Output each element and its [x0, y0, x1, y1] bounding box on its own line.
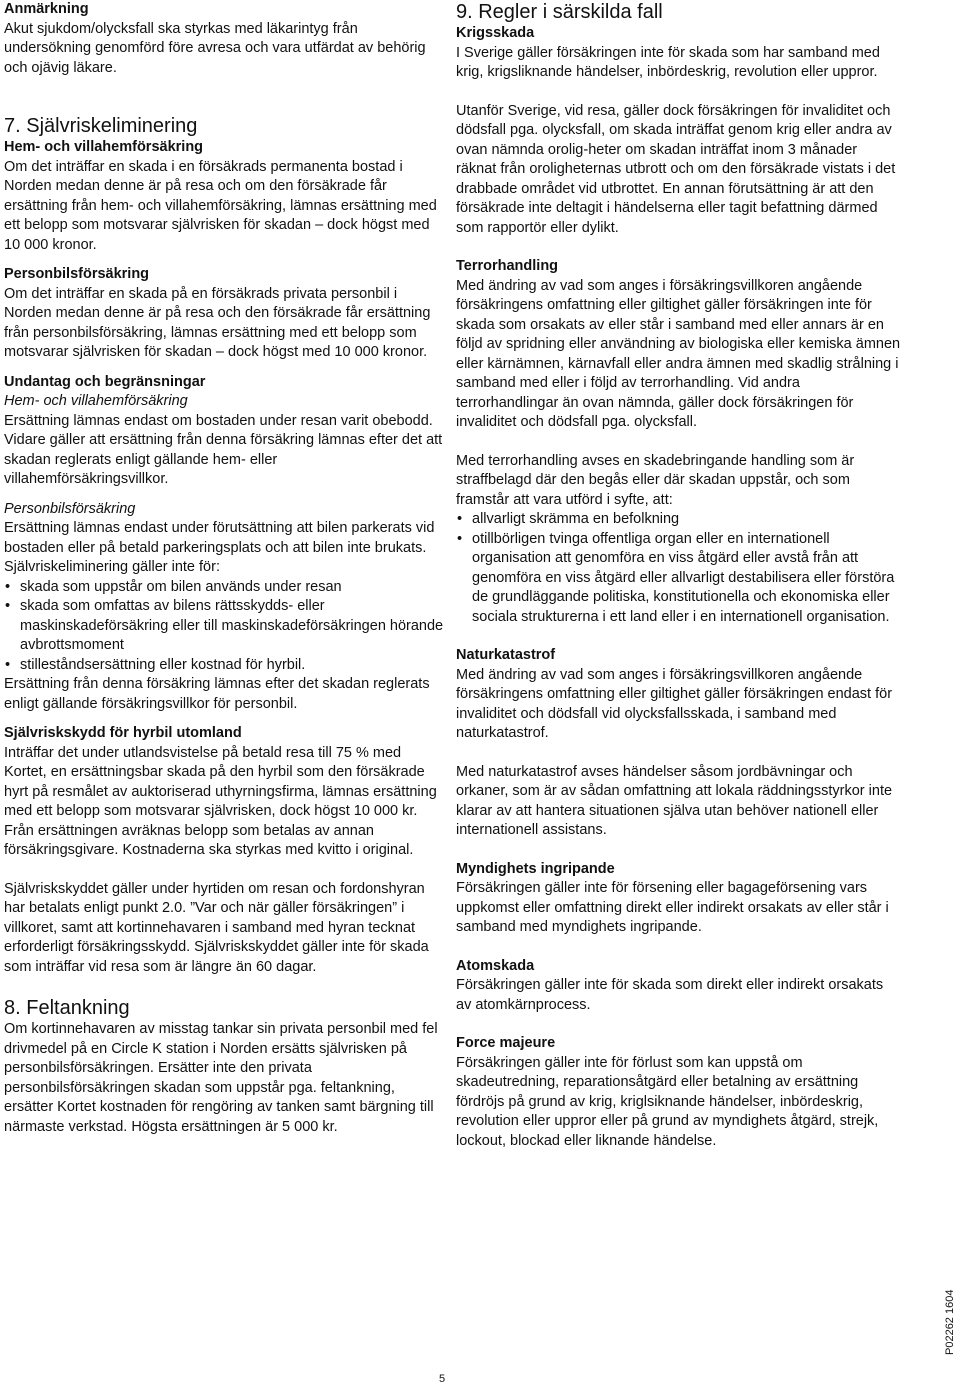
authority-text: Försäkringen gäller inte för försening eller bagageförsening vars uppkomst eller omfattning direkt eller indirekt orsakats av eller står i samband med myndighets ingripande. [456, 880, 889, 935]
atomic-text: Försäkringen gäller inte för skada som direkt eller indirekt orsakats av atomkärnprocess. [456, 977, 884, 1013]
section-7-title: 7. Självriskeliminering [4, 115, 198, 137]
terror-heading: Terrorhandling [456, 258, 559, 274]
right-column [456, 0, 901, 1151]
rental-car-text-2: Självriskskyddet gäller under hyrtiden om resan och fordonshyran har betalats enligt punkt 2.0. ”Var och när gäller försäkringen” i villkoret, samt att kortinnehavaren i samband med hyran tecknat erforderligt försäkringsskydd. Självriskskyddet gäller inte för skada som inträffar vid resa som är längre än 60 dagar. [4, 880, 429, 975]
section-7-car-insurance-heading: Personbilsförsäkring [4, 266, 150, 282]
war-damage-heading: Krigsskada [456, 25, 535, 41]
authority-heading: Myndighets ingripande [456, 860, 615, 877]
note-text: Akut sjukdom/olycksfall ska styrkas med läkarintyg från undersökning genomförd före avresa och vara utfärdat av behörig och ojävig läkare. [4, 20, 426, 76]
terror-list [456, 510, 901, 627]
atomic-heading: Atomskada [456, 957, 535, 974]
natural-disaster-text-1: Med ändring av vad som anges i försäkringsvillkoren angående försäkringens omfattning eller giltighet gäller försäkringen endast för invaliditet och dödsfall vid olycksfallsskada, i samband med naturkatastrof. [456, 666, 893, 741]
war-damage-text-2: Utanför Sverige, vid resa, gäller dock försäkringen för invaliditet och dödsfall pga. olycksfall, om skada inträffat genom krig eller andra av ovan nämnda orolig-heter om skadan inträffat inom 3 månader räknat från oroligheternas utbrott och om den försäkrade vistats i det drabbade området vid utbrottet. En annan förutsättning är att den försäkrade inte deltagit i händelserna eller tagit befattning därmed som rapportör eller dylikt. [456, 102, 896, 236]
note-heading: Anmärkning [4, 1, 89, 17]
exceptions-car-text: Ersättning lämnas endast under förutsättning att bilen parkerats vid bostaden eller på betald parkeringsplats och att bilen inte brukats. Självriskeliminering gäller inte för: [4, 520, 435, 575]
page-number: 5 [439, 1373, 446, 1385]
force-majeure-heading: Force majeure [456, 1035, 556, 1051]
exceptions-closing-text: Ersättning från denna försäkring lämnas efter det skadan reglerats enligt gällande försäkringsvillkor för personbil. [4, 676, 430, 712]
force-majeure-text: Försäkringen gäller inte för förlust som kan uppstå om skadeutredning, reparationsåtgärd eller betalning av ersättning fördröjs på grund av krig, kriglsiknande händelser, inbördeskrig, revolution eller uppror eller på grund av myndighets åtgärd, strejk, lockout, blockad eller liknande händelse. [456, 1054, 879, 1149]
natural-disaster-text-2: Med naturkatastrof avses händelser såsom jordbävningar och orkaner, som är av sådan omfattning att lokala räddningsstyrkor inte klarar av att hantera situationen själva utan behöver nationell eller internationell assistans. [456, 763, 893, 838]
section-8-text: Om kortinnehavaren av misstag tankar sin privata personbil med fel drivmedel på en Circle K station i Norden ersätts självrisken på personbilsförsäkringen. Ersätter inte den privata personbilsförsäkringen skadan som uppstår pga. feltankning, ersätter Kortet kostnaden för rengöring av tanken samt bärgning till närmaste verkstad. Högsta ersättningen är 5 000 kr. [4, 1021, 438, 1135]
exceptions-home-subheading: Hem- och villahemförsäkring [4, 393, 188, 409]
section-8-title: 8. Feltankning [4, 997, 130, 1019]
rental-car-heading: Självriskskydd för hyrbil utomland [4, 725, 242, 741]
list-item: • skada som omfattas av bilens rättsskydds- eller maskinskadeförsäkring eller till maskinskadeförsäkringen hörande avbrottsmoment [4, 597, 444, 656]
left-column [4, 0, 444, 1137]
rental-car-text-1: Inträffar det under utlandsvistelse på betald resa till 75 % med Kortet, en ersättningsbar skada på den hyrbil som den försäkrade hyrt på resmålet av auktoriserad uthyrningsfirma, lämnas ersättning med ett belopp som motsvarar självrisken, dock högst 10 000 kr. Från ersättningen avräknas belopp som betalas av annan försäkringsgivare. Kostnaderna ska styrkas med kvitto i original. [4, 744, 437, 858]
section-7-home-insurance-heading: Hem- och villahemförsäkring [4, 139, 204, 155]
list-item: • allvarligt skrämma en befolkning [456, 510, 901, 530]
section-9-title: 9. Regler i särskilda fall [456, 1, 663, 23]
exceptions-car-subheading: Personbilsförsäkring [4, 500, 136, 517]
war-damage-text-1: I Sverige gäller försäkringen inte för skada som har samband med krig, krigsliknande händelser, inbördeskrig, revolution eller uppror. [456, 44, 880, 80]
section-7-home-insurance-text: Om det inträffar en skada i en försäkrads permanenta bostad i Norden medan denne är på resa och om den försäkrade får ersättning från hem- och villahemförsäkring, lämnas ersättning med ett belopp som motsvarar självrisken för skadan – dock högst med 10 000 kronor. [4, 158, 437, 253]
exceptions-home-text: Ersättning lämnas endast om bostaden under resan varit obebodd. Vidare gäller att ersättning från denna försäkring lämnas efter det att skadan reglerats enligt gällande hem- eller villahemförsäkringsvillkor. [4, 412, 443, 487]
section-7-car-insurance-text: Om det inträffar en skada på en försäkrads privata personbil i Norden medan denne är på resa och den försäkrade får ersättning från personbilsförsäkring, lämnas ersättning med ett belopp som motsvarar självrisken för skadan – dock högst med 10 000 kronor. [4, 285, 431, 360]
document-code: P02262 1604 [944, 1289, 956, 1355]
natural-disaster-heading: Naturkatastrof [456, 647, 556, 663]
list-item: • stilleståndsersättning eller kostnad för hyrbil. [4, 656, 444, 676]
terror-text-1: Med ändring av vad som anges i försäkringsvillkoren angående försäkringens omfattning eller giltighet gäller försäkringen inte för skada som orsakats av eller står i samband med eller annars är en följd av spridning eller användning av biologiska eller kemiska ämnen eller kärnämnen, kärnavfall eller andra ämnen med skadlig strålning i samband med eller i följd av terrorhandling. Vid andra terrorhandlingar än ovan nämnda, gäller dock försäkringen för invaliditet och dödsfall pga. olycksfall. [456, 277, 901, 430]
exceptions-list [4, 578, 444, 676]
exceptions-heading: Undantag och begränsningar [4, 373, 206, 390]
list-item: • skada som uppstår om bilen används under resan [4, 578, 444, 598]
terror-text-2: Med terrorhandling avses en skadebringande handling som är straffbelagd där den begås eller där skadan uppstår, och som framstår att vara utförd i syfte, att: [456, 452, 855, 508]
list-item: • otillbörligen tvinga offentliga organ eller en internationell organisation att genomföra en viss åtgärd eller avstå från att genomföra en viss åtgärd eller allvarligt destabilisera eller förstöra de grundläggande politiska, konstitutionella och ekonomiska eller sociala strukturerna i ett land eller i en internationell organisation. [456, 530, 901, 628]
